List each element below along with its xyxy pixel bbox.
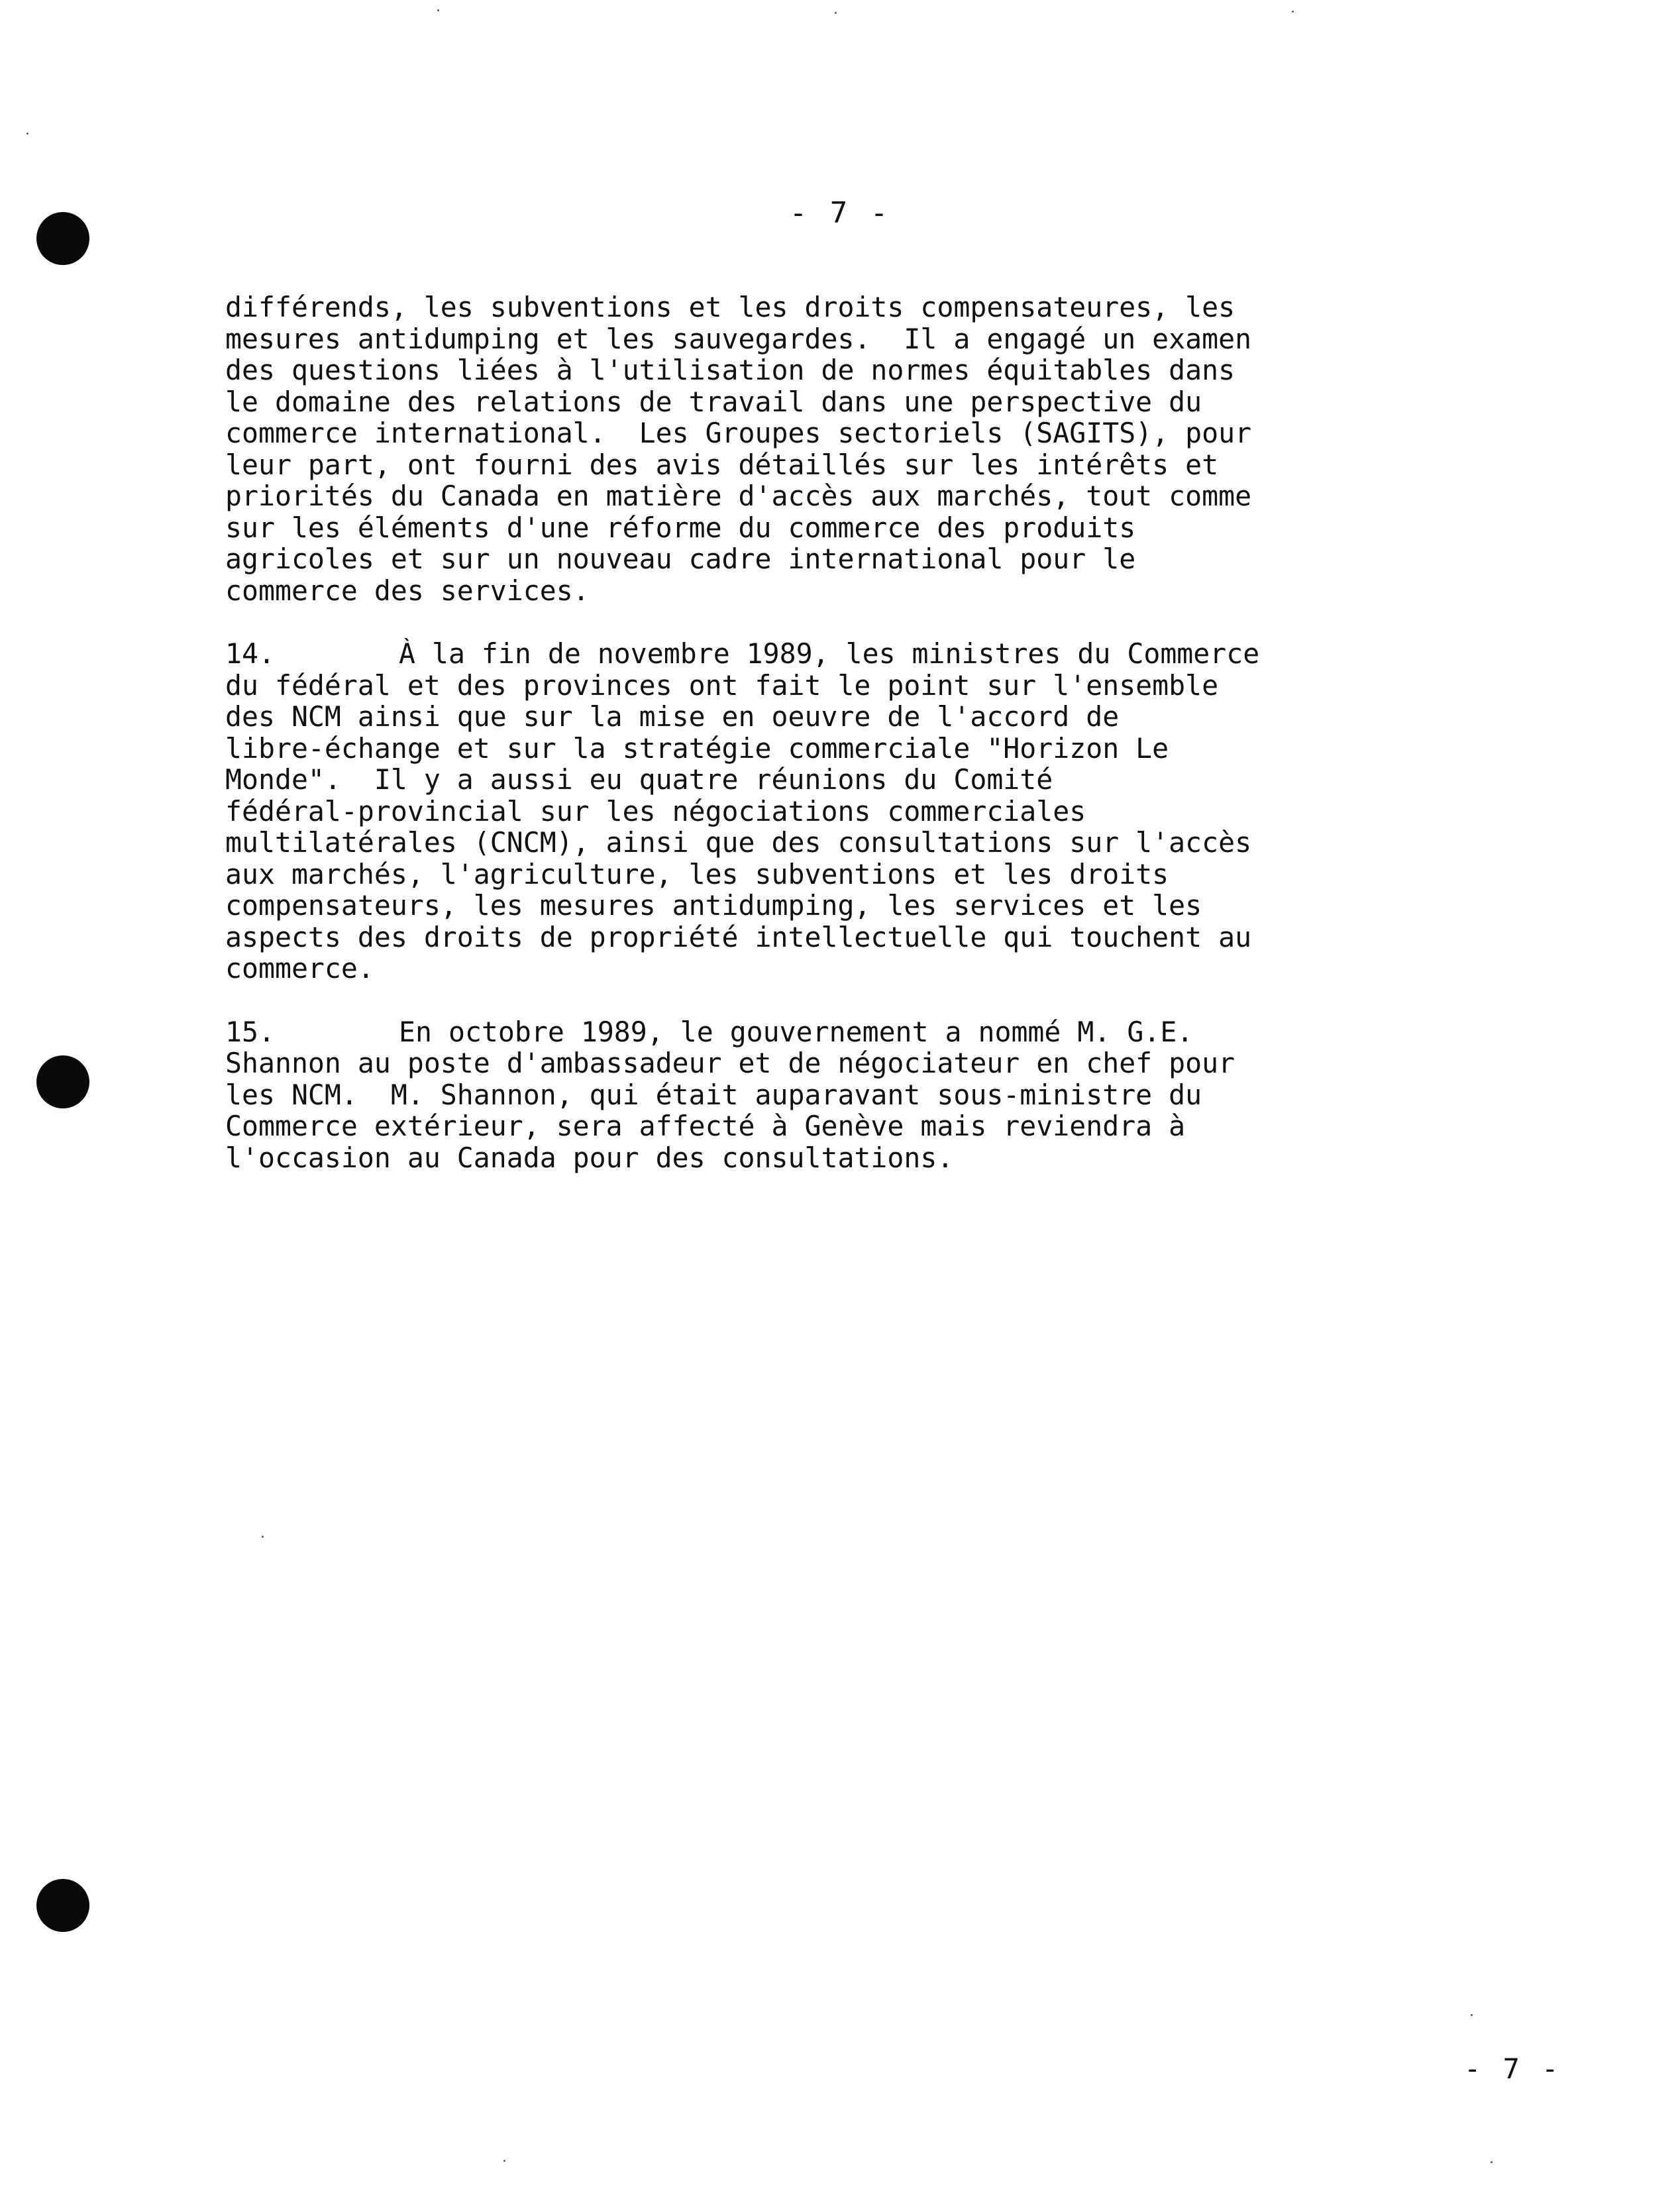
text-line: l'occasion au Canada pour des consultations. — [225, 1142, 954, 1173]
text-line: libre-échange et sur la stratégie commerciale "Horizon Le — [225, 732, 1169, 764]
text-line: fédéral-provincial sur les négociations commerciales — [225, 795, 1086, 827]
body-text — [225, 292, 1524, 1205]
text-line-content: À la fin de novembre 1989, les ministres du Commerce — [399, 638, 1260, 670]
scan-speck — [26, 133, 28, 134]
text-line: Monde". Il y a aussi eu quatre réunions du Comité — [225, 764, 1053, 796]
text-line: aspects des droits de propriété intellectuelle qui touchent au — [225, 921, 1252, 953]
text-line: multilatérales (CNCM), ainsi que des consultations sur l'accès — [225, 827, 1252, 859]
page-number-bottom: - 7 - — [1464, 2052, 1561, 2085]
text-line: sur les éléments d'une réforme du commerce des produits — [225, 511, 1136, 543]
scan-speck — [262, 1536, 264, 1538]
text-line: commerce international. Les Groupes sectoriels (SAGITS), pour — [225, 417, 1252, 449]
scan-speck — [1491, 2161, 1493, 2163]
text-line: aux marchés, l'agriculture, les subventions et les droits — [225, 858, 1169, 890]
scan-speck — [437, 9, 439, 11]
text-line: agricoles et sur un nouveau cadre international pour le — [225, 543, 1136, 575]
scan-speck — [1292, 11, 1294, 13]
text-line: compensateurs, les mesures antidumping, les services et les — [225, 890, 1202, 922]
text-line: commerce. — [225, 953, 374, 985]
binder-hole — [36, 1055, 89, 1108]
text-line: Shannon au poste d'ambassadeur et de négociateur en chef pour — [225, 1047, 1235, 1079]
paragraph-number: 15. — [225, 1016, 275, 1047]
text-line: des questions liées à l'utilisation de normes équitables dans — [225, 354, 1235, 386]
text-line: les NCM. M. Shannon, qui était auparavant sous-ministre du — [225, 1079, 1202, 1110]
text-line-content: En octobre 1989, le gouvernement a nommé M. G.E. — [399, 1016, 1194, 1047]
page-number-top: - 7 - — [789, 196, 891, 230]
text-line: le domaine des relations de travail dans une perspective du — [225, 386, 1202, 417]
text-line — [225, 638, 1524, 670]
scan-speck — [835, 12, 837, 14]
text-line: mesures antidumping et les sauvegardes. Il a engagé un examen — [225, 323, 1252, 354]
paragraph-14 — [225, 638, 1524, 985]
scan-speck — [1471, 2014, 1473, 2016]
text-line: du fédéral et des provinces ont fait le point sur l'ensemble — [225, 669, 1219, 701]
text-line: des NCM ainsi que sur la mise en oeuvre de l'accord de — [225, 701, 1120, 733]
text-line: différends, les subventions et les droits compensateures, les — [225, 292, 1235, 323]
paragraph-continuation — [225, 292, 1524, 606]
binder-hole — [36, 1879, 89, 1932]
text-line: Commerce extérieur, sera affecté à Genève mais reviendra à — [225, 1110, 1186, 1142]
scan-speck — [503, 2160, 505, 2162]
text-line: commerce des services. — [225, 574, 590, 606]
text-line: leur part, ont fourni des avis détaillés sur les intérêts et — [225, 449, 1219, 480]
text-line — [225, 1016, 1524, 1048]
paragraph-number: 14. — [225, 638, 275, 670]
text-line: priorités du Canada en matière d'accès aux marchés, tout comme — [225, 480, 1252, 512]
paragraph-15 — [225, 1016, 1524, 1174]
